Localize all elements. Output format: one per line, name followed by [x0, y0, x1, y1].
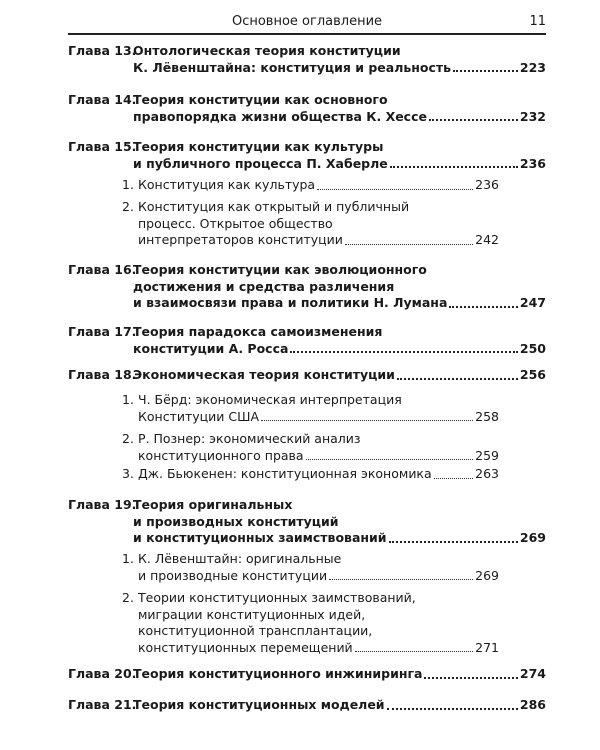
- section-number: 2.: [122, 590, 134, 605]
- entry-last-line: [133, 341, 546, 358]
- dot-leader: [261, 420, 473, 421]
- dot-leader: [453, 70, 518, 72]
- entry-page-number: 236: [475, 177, 499, 192]
- chapter-label: Глава 14.: [68, 92, 137, 107]
- entry-line: [138, 607, 499, 624]
- entry-title-text: Конституции США: [138, 408, 260, 424]
- entry-last-line: [133, 367, 546, 384]
- dot-leader: [389, 541, 518, 543]
- entry-last-line: [138, 232, 499, 249]
- chapter-title: [133, 139, 546, 172]
- entry-title-text: конституционной трансплантации,: [138, 623, 373, 638]
- entry-title-text: Теории конституционных заимствований,: [138, 590, 416, 605]
- entry-last-line: [138, 177, 499, 194]
- chapter-title: [133, 324, 546, 357]
- entry-line: [133, 279, 546, 296]
- chapter-title: [133, 262, 546, 312]
- entry-title-text: Р. Познер: экономический анализ: [138, 431, 361, 446]
- entry-page-number: 242: [475, 232, 499, 247]
- entry-line: [133, 497, 546, 514]
- entry-title-text: конституционного права: [138, 447, 304, 463]
- entry-page-number: 269: [519, 530, 546, 545]
- entry-title-text: интерпретаторов конституции: [138, 232, 343, 247]
- entry-title-text: Теория конституции как основного: [133, 92, 388, 107]
- entry-line: [138, 392, 499, 409]
- section-title: [138, 466, 499, 483]
- entry-last-line: [133, 666, 546, 683]
- entry-title-text: и публичного процесса П. Хаберле: [133, 155, 388, 171]
- entry-last-line: [133, 156, 546, 173]
- dot-leader: [306, 459, 474, 460]
- entry-last-line: [138, 640, 499, 657]
- entry-page-number: 259: [475, 447, 499, 463]
- entry-page-number: 236: [519, 155, 546, 171]
- entry-last-line: [138, 568, 499, 585]
- section-title: [138, 551, 499, 584]
- section-number: 2.: [122, 431, 134, 446]
- entry-last-line: [133, 530, 546, 547]
- section-number: 1.: [122, 392, 134, 407]
- section-title: [138, 199, 499, 249]
- dot-leader: [449, 306, 518, 308]
- chapter-title: [133, 497, 546, 547]
- entry-page-number: 286: [519, 697, 546, 712]
- section-number: 3.: [122, 466, 134, 481]
- header-page-number: 11: [529, 14, 546, 29]
- entry-title-text: К. Лёвенштайна: конституция и реальность: [133, 59, 452, 75]
- chapter-label: Глава 21.: [68, 697, 137, 712]
- chapter-label: Глава 16.: [68, 262, 137, 277]
- dot-leader: [317, 189, 473, 190]
- entry-line: [138, 199, 499, 216]
- entry-page-number: 263: [475, 466, 499, 481]
- entry-page-number: 269: [475, 567, 499, 583]
- chapter-title: [133, 92, 546, 125]
- dot-leader: [387, 708, 518, 710]
- entry-title-text: достижения и средства различения: [133, 278, 395, 294]
- entry-line: [133, 324, 546, 341]
- entry-last-line: [133, 697, 546, 714]
- chapter-label: Глава 13.: [68, 43, 137, 58]
- entry-line: [138, 551, 499, 568]
- dot-leader: [290, 351, 517, 353]
- entry-title-text: Конституция как открытый и публичный: [138, 199, 410, 214]
- entry-line: [133, 43, 546, 60]
- chapter-label: Глава 17.: [68, 324, 137, 339]
- entry-line: [138, 431, 499, 448]
- entry-last-line: [138, 409, 499, 426]
- chapter-label: Глава 15.: [68, 139, 137, 154]
- entry-title-text: правопорядка жизни общества К. Хессе: [133, 108, 427, 124]
- section-number: 1.: [122, 177, 134, 192]
- entry-line: [138, 623, 499, 640]
- section-number: 2.: [122, 199, 134, 214]
- section-title: [138, 392, 499, 425]
- entry-page-number: 223: [519, 59, 546, 75]
- entry-last-line: [133, 60, 546, 77]
- entry-page-number: 250: [519, 340, 546, 356]
- entry-last-line: [133, 295, 546, 312]
- entry-line: [138, 216, 499, 233]
- dot-leader: [434, 478, 473, 479]
- chapter-label: Глава 20.: [68, 666, 137, 681]
- entry-title-text: Теория парадокса самоизменения: [133, 324, 383, 339]
- section-title: [138, 431, 499, 464]
- dot-leader: [424, 677, 517, 679]
- entry-title-text: Онтологическая теория конституции: [133, 43, 401, 58]
- entry-title-text: и взаимосвязи права и политики Н. Лумана: [133, 295, 448, 310]
- entry-title-text: Теория конституционных моделей: [133, 697, 385, 712]
- entry-last-line: [138, 448, 499, 465]
- chapter-title: [133, 666, 546, 683]
- entry-title-text: и производные конституции: [138, 567, 328, 583]
- entry-line: [133, 139, 546, 156]
- entry-title-text: Экономическая теория конституции: [133, 367, 395, 382]
- entry-title-text: Теория оригинальных: [133, 497, 293, 512]
- entry-title-text: Ч. Бёрд: экономическая интерпретация: [138, 392, 402, 407]
- entry-title-text: конституционных перемещений: [138, 639, 353, 655]
- entry-title-text: и производных конституций: [133, 513, 339, 529]
- entry-title-text: Конституция как культура: [138, 177, 316, 192]
- chapter-label: Глава 19.: [68, 497, 137, 512]
- entry-line: [133, 92, 546, 109]
- entry-page-number: 271: [475, 639, 499, 655]
- entry-page-number: 247: [519, 295, 546, 310]
- entry-title-text: Теория конституции как культуры: [133, 139, 384, 154]
- entry-title-text: и конституционных заимствований: [133, 530, 387, 545]
- entry-title-text: Теория конституции как эволюционного: [133, 262, 427, 277]
- entry-title-text: Дж. Бьюкенен: конституционная экономика: [138, 466, 432, 481]
- section-title: [138, 590, 499, 656]
- chapter-title: [133, 43, 546, 76]
- chapter-title: [133, 367, 546, 384]
- entry-title-text: процесс. Открытое общество: [138, 215, 333, 231]
- dot-leader: [429, 119, 518, 121]
- entry-title-text: Теория конституционного инжиниринга: [133, 666, 423, 681]
- dot-leader: [397, 378, 518, 380]
- entry-title-text: К. Лёвенштайн: оригинальные: [138, 551, 342, 566]
- entry-title-text: миграции конституционных идей,: [138, 606, 366, 622]
- chapter-title: [133, 697, 546, 714]
- entry-line: [133, 262, 546, 279]
- dot-leader: [355, 651, 473, 652]
- entry-last-line: [133, 109, 546, 126]
- section-number: 1.: [122, 551, 134, 566]
- entry-page-number: 256: [519, 367, 546, 382]
- header-title: Основное оглавление: [231, 14, 383, 29]
- entry-page-number: 232: [519, 108, 546, 124]
- entry-title-text: конституции А. Росса: [133, 340, 289, 356]
- dot-leader: [329, 579, 473, 580]
- dot-leader: [345, 244, 473, 245]
- entry-last-line: [138, 466, 499, 483]
- chapter-label: Глава 18.: [68, 367, 137, 382]
- entry-page-number: 274: [519, 666, 546, 681]
- entry-page-number: 258: [475, 408, 499, 424]
- entry-line: [138, 590, 499, 607]
- entry-line: [133, 514, 546, 531]
- section-title: [138, 177, 499, 194]
- dot-leader: [390, 166, 518, 168]
